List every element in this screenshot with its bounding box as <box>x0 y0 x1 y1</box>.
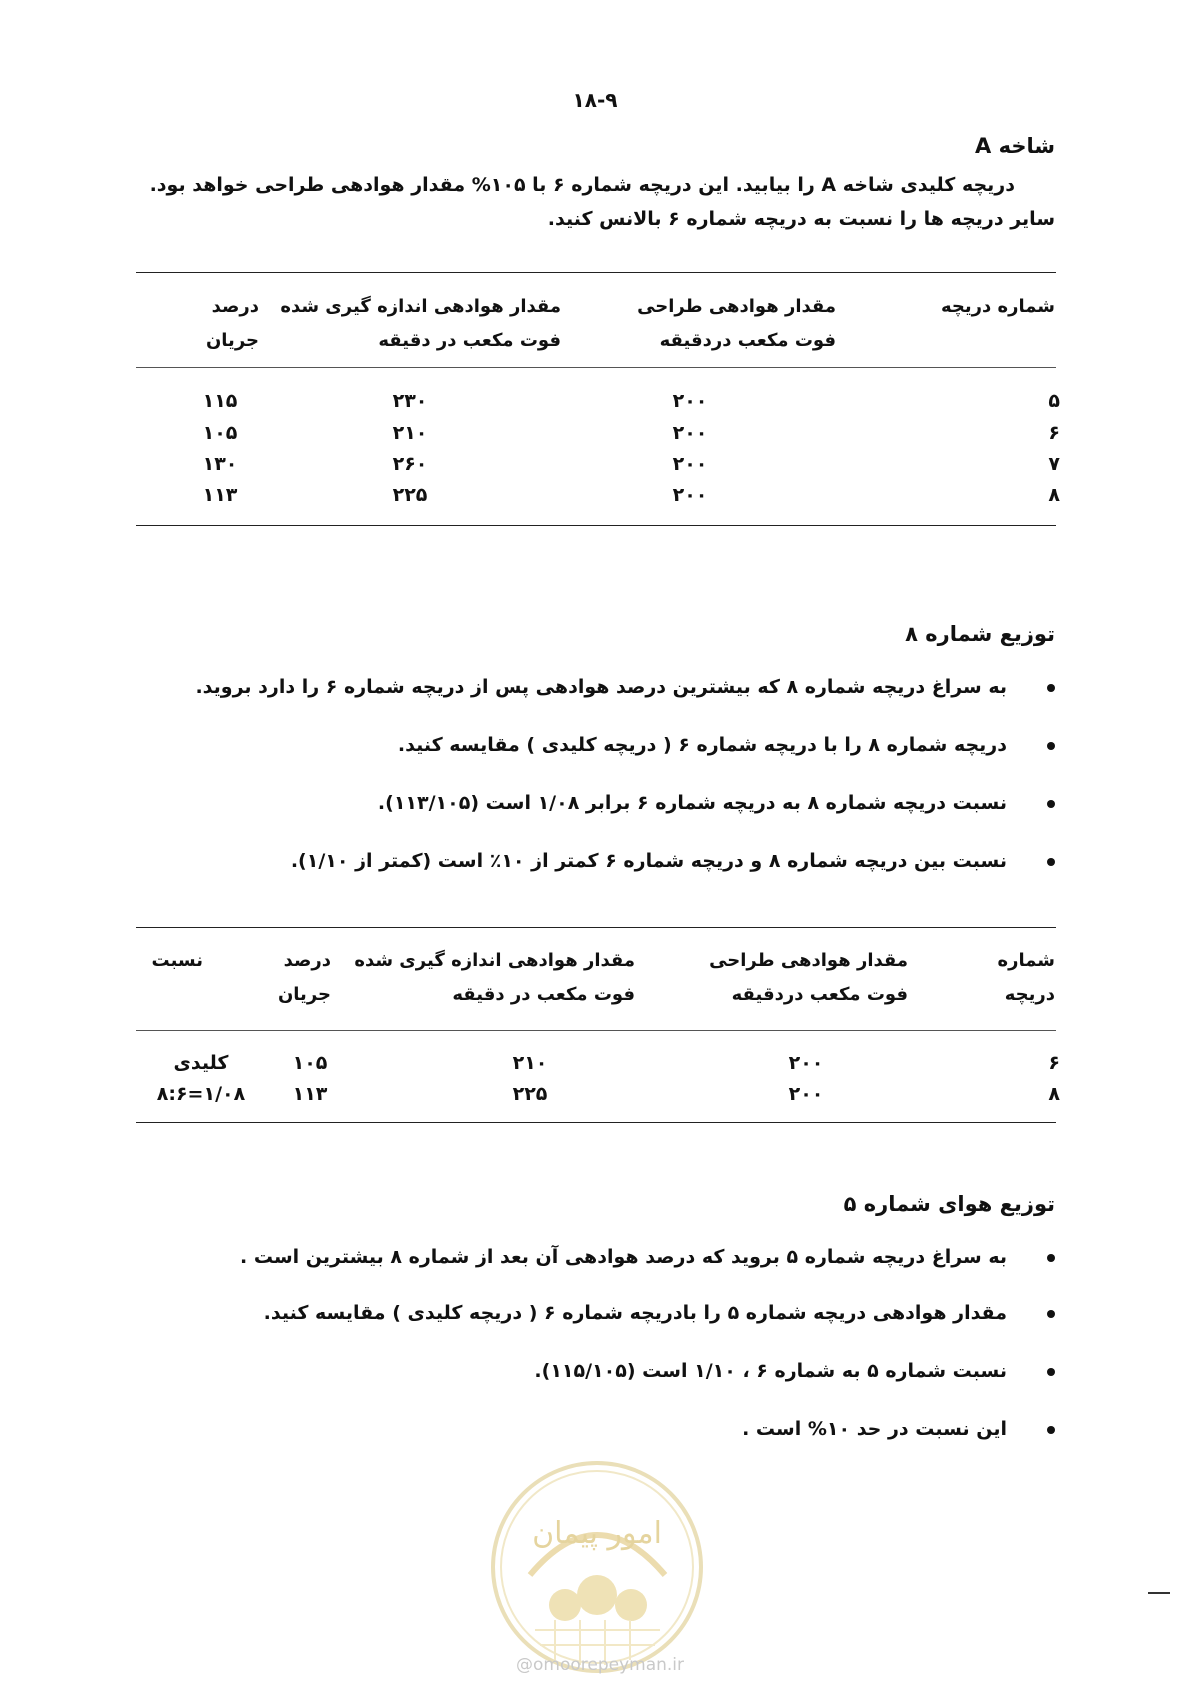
table-1-top-rule <box>136 272 1056 273</box>
table-1-row-design: ۲۰۰ <box>672 390 708 412</box>
table-1-row-measured: ۲۱۰ <box>392 422 428 444</box>
table-1-row-percent: ۱۳۰ <box>202 453 238 475</box>
bullet-text: نسبت شماره ۵ به شماره ۶ ، ۱/۱۰ است (۱۱۵/۱۰۵). <box>534 1360 1007 1382</box>
bullet-text: دریچه شماره ۸ را با دریچه شماره ۶ ( دریچه کلیدی ) مقایسه کنید. <box>397 734 1007 756</box>
table-1-row-measured: ۲۲۵ <box>392 484 428 506</box>
table-2-header-design-line2: فوت مکعب دردقیقه <box>731 984 908 1005</box>
table-2-row-ratio: ۸:۶=۱/۰۸ <box>156 1083 246 1105</box>
table-1-row-damper: ۷ <box>1048 453 1060 475</box>
bullet-icon <box>1047 684 1055 692</box>
table-1-header-percent-line2: جریان <box>205 330 259 351</box>
list-item <box>155 850 1055 872</box>
table-2-header-ratio: نسبت <box>151 950 203 971</box>
table-1-bottom-rule <box>136 525 1056 526</box>
table-1-row-percent: ۱۱۳ <box>202 484 238 506</box>
bullet-icon <box>1047 1368 1055 1376</box>
table-1-row-percent: ۱۰۵ <box>202 422 238 444</box>
table-2-header-design <box>709 944 908 1012</box>
table-1-row-design: ۲۰۰ <box>672 484 708 506</box>
list-item <box>155 792 1055 814</box>
section-a-paragraph-line2: سایر دریچه ها را نسبت به دریچه شماره ۶ بالانس کنید. <box>547 208 1055 230</box>
table-2-header-rule <box>136 1030 1056 1031</box>
bullet-text: به سراغ دریچه شماره ۸ که بیشترین درصد هوادهی پس از دریچه شماره ۶ را دارد بروید. <box>195 676 1007 698</box>
table-2-header-percent-line2: جریان <box>277 984 331 1005</box>
table-2-row-design: ۲۰۰ <box>788 1083 824 1105</box>
table-1-header-measured-line1: مقدار هوادهی اندازه گیری شده <box>280 296 561 317</box>
margin-mark <box>1148 1592 1170 1594</box>
section-a-heading: شاخه A <box>975 134 1055 158</box>
table-1-row-damper: ۸ <box>1048 484 1060 506</box>
list-item <box>155 676 1055 698</box>
table-1-header-design-line2: فوت مکعب دردقیقه <box>659 330 836 351</box>
table-2-row-measured: ۲۱۰ <box>512 1052 548 1074</box>
table-2-header-measured-line1: مقدار هوادهی اندازه گیری شده <box>354 950 635 971</box>
table-2-header-damper <box>997 944 1055 1012</box>
bullet-text: نسبت دریچه شماره ۸ به دریچه شماره ۶ برابر ۱/۰۸ است (۱۱۳/۱۰۵). <box>377 792 1007 814</box>
table-2-row-percent: ۱۱۳ <box>292 1083 328 1105</box>
list-item <box>155 1418 1055 1440</box>
table-1-header-rule <box>136 367 1056 368</box>
list-item <box>155 1302 1055 1324</box>
table-2-row-percent: ۱۰۵ <box>292 1052 328 1074</box>
page-number: ۱۸-۹ <box>572 88 618 112</box>
bullet-text: این نسبت در حد ۱۰% است . <box>742 1418 1007 1440</box>
watermark-url-text: omoorepeyman.ir <box>532 1655 685 1675</box>
table-2-top-rule <box>136 927 1056 928</box>
bullet-text: مقدار هوادهی دریچه شماره ۵ را بادریچه شماره ۶ ( دریچه کلیدی ) مقایسه کنید. <box>263 1302 1007 1324</box>
table-2-row-damper: ۶ <box>1048 1052 1060 1074</box>
bullet-icon <box>1047 800 1055 808</box>
bullet-icon <box>1047 1254 1055 1262</box>
list-item <box>155 1360 1055 1382</box>
table-1-header-measured <box>280 290 561 358</box>
table-1-row-measured: ۲۳۰ <box>392 390 428 412</box>
bullet-icon <box>1047 1426 1055 1434</box>
table-1-row-measured: ۲۶۰ <box>392 453 428 475</box>
table-2-row-measured: ۲۲۵ <box>512 1083 548 1105</box>
table-1-header-measured-line2: فوت مکعب در دقیقه <box>378 330 561 351</box>
watermark-url <box>490 1655 710 1675</box>
watermark-logo-icon <box>485 1455 710 1680</box>
table-2-row-damper: ۸ <box>1048 1083 1060 1105</box>
section-5-heading: توزیع هوای شماره ۵ <box>843 1192 1055 1216</box>
section-a-paragraph <box>115 168 1055 236</box>
table-2-header-measured-line2: فوت مکعب در دقیقه <box>452 984 635 1005</box>
table-2-row-design: ۲۰۰ <box>788 1052 824 1074</box>
table-1-header-damper: شماره دریچه <box>940 296 1055 317</box>
table-2-header-design-line1: مقدار هوادهی طراحی <box>709 950 908 971</box>
table-1-row-design: ۲۰۰ <box>672 453 708 475</box>
section-8-heading: توزیع شماره ۸ <box>905 622 1055 646</box>
table-2-bottom-rule <box>136 1122 1056 1123</box>
bullet-icon <box>1047 858 1055 866</box>
at-icon: @ <box>515 1655 533 1675</box>
list-item <box>155 734 1055 756</box>
table-1-row-damper: ۵ <box>1048 390 1060 412</box>
table-1-header-design-line1: مقدار هوادهی طراحی <box>637 296 836 317</box>
table-2-header-damper-line2: دریچه <box>1004 984 1055 1005</box>
bullet-icon <box>1047 742 1055 750</box>
list-item <box>155 1246 1055 1268</box>
table-1-row-percent: ۱۱۵ <box>202 390 238 412</box>
table-1-row-design: ۲۰۰ <box>672 422 708 444</box>
bullet-icon <box>1047 1310 1055 1318</box>
bullet-text: به سراغ دریچه شماره ۵ بروید که درصد هوادهی آن بعد از شماره ۸ بیشترین است . <box>240 1246 1007 1268</box>
table-2-row-ratio: کلیدی <box>173 1052 229 1074</box>
table-2-header-measured <box>354 944 635 1012</box>
table-1-header-percent-line1: درصد <box>211 296 259 317</box>
table-1-row-damper: ۶ <box>1048 422 1060 444</box>
bullet-text: نسبت بین دریچه شماره ۸ و دریچه شماره ۶ کمتر از ۱۰٪ است (کمتر از ۱/۱۰). <box>290 850 1007 872</box>
watermark-logo-text: امور پیمان <box>532 1516 662 1551</box>
table-2-header-damper-line1: شماره <box>997 950 1055 971</box>
section-a-paragraph-line1: دریچه کلیدی شاخه A را بیابید. این دریچه شماره ۶ با ۱۰۵% مقدار هوادهی طراحی خواهد بود. <box>149 174 1015 196</box>
table-2-header-percent-line1: درصد <box>283 950 331 971</box>
table-1-header-design <box>637 290 836 358</box>
table-1-header-percent <box>206 290 259 358</box>
table-2-header-percent <box>278 944 331 1012</box>
